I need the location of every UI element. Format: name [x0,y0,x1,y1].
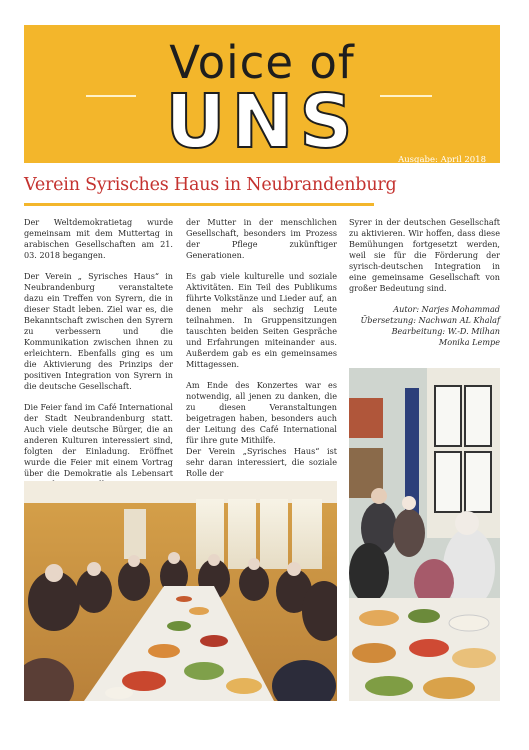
paragraph: Der Weltdemokratietag wurde gemeinsam mit dem Muttertag in arabischen Gesellschaften am 21. 03. 2018 begangen. [24,217,173,260]
article-column-2 [186,217,337,489]
masthead-banner [24,25,500,163]
translation-credit: Übersetzung: Nachwan AL Khalaf [360,315,500,325]
article-column-1 [24,217,173,500]
masthead-title-bottom: UNS [165,79,359,165]
paragraph: Der Verein „Syrisches Haus“ ist sehr daran interessiert, die soziale Rolle der [186,446,337,478]
paragraph: Die Feier fand im Café International der Stadt Neubrandenburg statt. Auch viele deutsche Bürger, die an anderen Kulturen interessiert sind, folgten der Einladung. Eröffnet wurde die Feier mit einem Vortrag über die Demokratie als Lebensart [24,402,173,478]
paragraph: der Mutter in der menschlichen Gesellschaft, besonders im Prozess der Pflege zukünftiger Generationen. [186,217,337,260]
author-credit: Autor: Narjes Mohammad [393,304,500,314]
paragraph: Am Ende des Konzertes war es notwendig, all jenen zu danken, die zu diesen Veranstaltungen beigetragen haben, besonders auch der Leitung des Café International für ihre gute Mithilfe. [186,380,337,445]
event-photo-table [349,368,500,701]
paragraph: Syrer in der deutschen Gesellschaft zu aktivieren. Wir hoffen, dass diese Bemühungen fortgesetzt werden, weil sie für die Förderung der syrisch-deutschen Integration in eine gemeinsame Gesellschaft von großer Bedeutung sind. [349,217,500,293]
event-photo-hall [24,481,337,701]
article-headline: Verein Syrisches Haus in Neubrandenburg [24,175,397,195]
editing-credit-2: Monika Lempe [438,337,500,347]
article-column-3 [349,217,500,348]
article-credits [349,304,500,348]
paragraph: Es gab viele kulturelle und soziale Aktivitäten. Ein Teil des Publikums führte Volkstänze und Lieder auf, an denen mehr als sechzig Leute teilnahmen. In Gruppensitzungen tauschten beiden Seiten Gespräche und Erfahrungen miteinander aus. Außerdem gab es ein gemeinsames Mittagessen. [186,271,337,369]
headline-underline [24,203,374,206]
issue-label: Ausgabe: April 2018 [398,155,486,165]
editing-credit: Bearbeitung: W.-D. Milhan [391,326,500,336]
masthead-title-top: Voice of [169,36,355,89]
paragraph: Der Verein „ Syrisches Haus“ in Neubrandenburg veranstaltete dazu ein Treffen von Syrern, die in dieser Stadt leben. Ziel war es, die Bekanntschaft zwischen den Syrern zu verbessern und die Kommunikation zwischen ihnen zu erleichtern. Ebenfalls ging es um die Aktivierung des Prinzips der positiven Integration von Syrern in die deutsche Gesellschaft. [24,271,173,391]
